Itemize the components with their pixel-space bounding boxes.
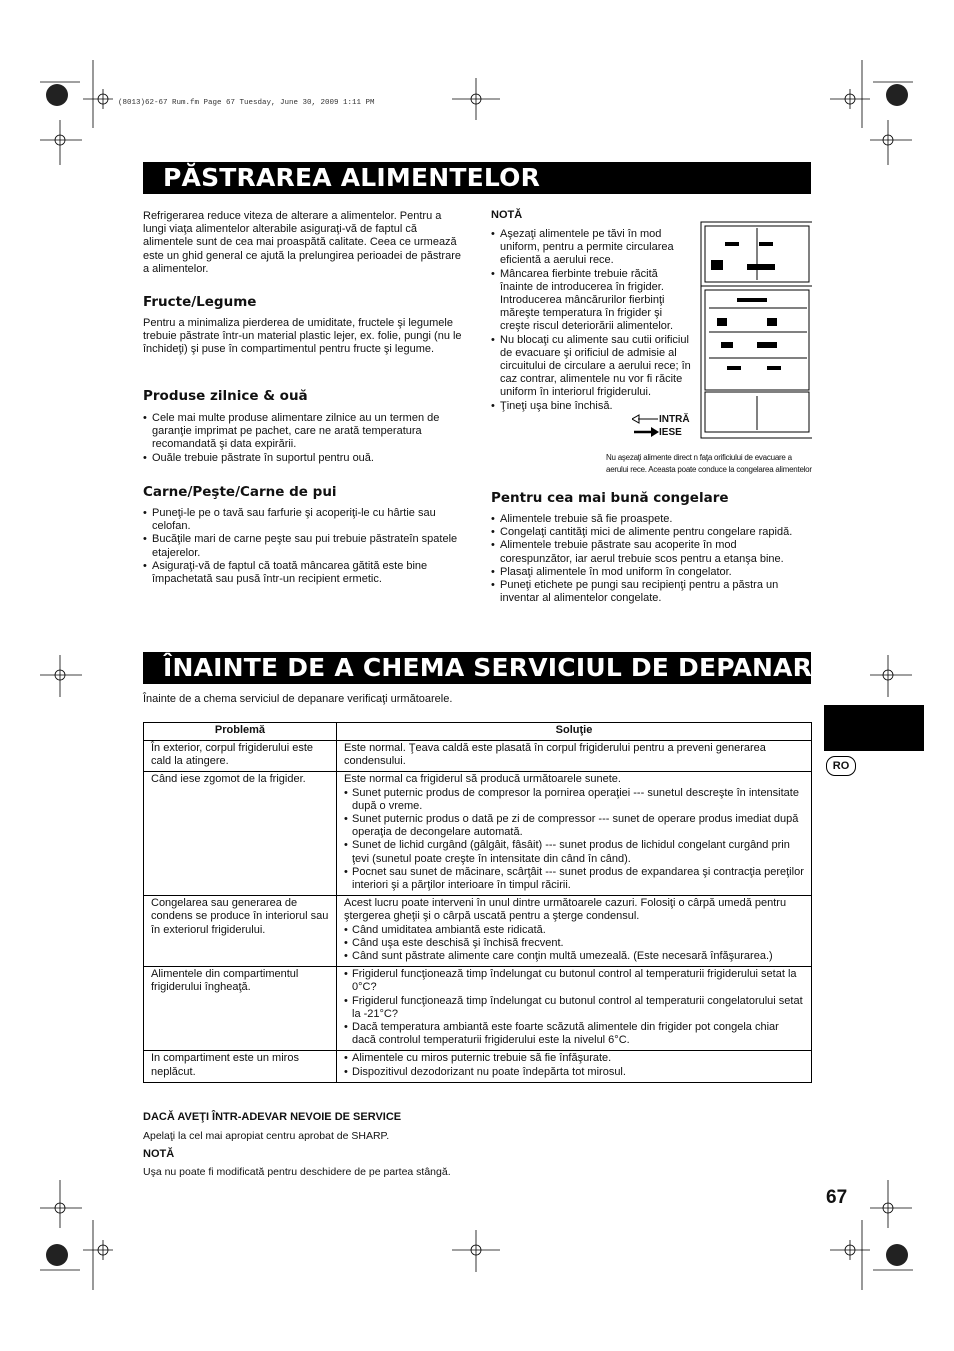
list-item: • Ţineţi uşa bine închisă. (491, 400, 691, 413)
page-number: 67 (826, 1187, 848, 1208)
legend-in: INTRĂ (659, 414, 690, 425)
service-heading: DACĂ AVEŢI ÎNTR-ADEVAR NEVOIE DE SERVICE (143, 1111, 402, 1123)
list-item: • Când sunt păstrate alimente care conţin multă umezeală. (Este necesară înfăşurarea.) (344, 950, 804, 963)
service-note-text: Uşa nu poate fi modificată pentru deschidere de pe partea stângă. (143, 1166, 451, 1178)
file-header: (8013)62-67 Rum.fm Page 67 Tuesday, June 30, 2009 1:11 PM (118, 99, 375, 107)
solution-list (344, 787, 804, 893)
legend-out: IESE (659, 427, 682, 438)
section-title-storage: PĂSTRAREA ALIMENTELOR (143, 162, 811, 194)
solution-cell (337, 772, 812, 896)
column-header: Problemă (144, 723, 337, 741)
solution-cell (337, 967, 812, 1051)
list-item: • Sunet de lichid curgând (gâlgâit, fâsâit) --- sunet produs de lichidul congelant curgând prin ţevi (sunetul poate creşte în intensitate din când în când). (344, 839, 804, 865)
list-item: • Nu blocaţi cu alimente sau cutii orificiul de evacuare şi orificiul de admisie al circuitului de circulare a aerului rece; în caz contrar, alimentele nu vor fi răcite uniform în interiorul frigiderului. (491, 334, 691, 400)
freeze-heading: Pentru cea mai bună congelare (491, 490, 729, 506)
list-item: • Pocnet sau sunet de măcinare, scârţâit --- sunet produs de expandarea şi contracţia pereţilor interiori şi a părţilor interioare în timpul răcirii. (344, 866, 804, 892)
list-item: • Puneţi-le pe o tavă sau farfurie şi acoperiţi-le cu hârtie sau celofan. (143, 507, 463, 533)
list-item: • Alimentele trebuie păstrate sau acoperite în mod corespunzător, iar aerul trebuie scos pentru a etanşa bine. (491, 539, 811, 565)
list-item: • Puneţi etichete pe pungi sau recipienţi pentru a păstra un inventar al alimentelor congelate. (491, 579, 811, 605)
list-item: • Aşezaţi alimentele pe tăvi în mod uniform, pentru a permite circularea eficientă a aerului rece. (491, 228, 691, 268)
note-list (491, 228, 691, 413)
list-item: • Când uşa este deschisă şi închisă frecvent. (344, 937, 804, 950)
list-item: • Bucăţile mari de carne peşte sau pui trebuie păstrateîn spatele etajerelor. (143, 533, 463, 559)
column-header: Soluţie (337, 723, 812, 741)
note-label: NOTĂ (491, 209, 523, 221)
dairy-list (143, 412, 463, 465)
list-item: • Congelaţi cantităţi mici de alimente pentru congelare rapidă. (491, 526, 811, 539)
fridge-airflow-diagram (697, 220, 812, 442)
diagram-caption-line2: aerului rece. Aceasta poate conduce la congelarea alimentelor (606, 465, 812, 474)
service-text: Apelaţi la cel mai apropiat centru aprobat de SHARP. (143, 1130, 390, 1142)
solution-intro: Este normal ca frigiderul să producă următoarele sunete. (344, 773, 621, 786)
language-badge: RO (826, 756, 856, 776)
language-tab (824, 705, 924, 751)
list-item: • Dispozitivul dezodorizant nu poate îndepărta tot mirosul. (344, 1066, 804, 1079)
solution-intro: Acest lucru poate interveni în unul dintre următoarele cazuri. Folosiţi o cârpă umedă pentru ştergerea gheţii şi o cârpă uscată pentru a şterge condensul. (344, 897, 787, 923)
list-item: • Frigiderul funcţionează timp îndelungat cu butonul control al temperaturii frigiderului setat la 0°C? (344, 968, 804, 994)
service-intro: Înainte de a chema serviciul de depanare verificaţi următoarele. (143, 693, 453, 705)
list-item: • Asiguraţi-vă de faptul că toată mâncarea gătită este bine împachetată sau pusă într-un recipient ermetic. (143, 560, 463, 586)
table-row (144, 772, 812, 896)
solution-list (344, 924, 804, 964)
solution-intro: Este normal. Ţeava caldă este plasată în corpul frigiderului pentru a preveni generarea condensului. (344, 742, 766, 768)
problem-cell: Când iese zgomot de la frigider. (144, 772, 337, 896)
fruits-heading: Fructe/Legume (143, 294, 257, 310)
meat-list (143, 507, 463, 586)
list-item: • Dacă temperatura ambiantă este foarte scăzută alimentele din frigider pot congela chiar dacă controlul temperaturii frigiderului este la nivelul 6°C. (344, 1021, 804, 1047)
list-item: • Alimentele cu miros puternic trebuie să fie înfăşurate. (344, 1052, 804, 1065)
dairy-heading: Produse zilnice & ouă (143, 388, 308, 404)
solution-cell (337, 1051, 812, 1082)
solution-list (344, 1052, 804, 1078)
fruits-text: Pentru a minimaliza pierderea de umiditate, fructele şi legumele trebuie păstrate într-un material plastic lejer, ex. folie, pungi (nu le închideţi) şi puse în compartimentul pentru fructe şi legume. (143, 317, 462, 356)
table-header-row (144, 723, 812, 741)
list-item: • Ouăle trebuie păstrate în suportul pentru ouă. (143, 452, 463, 465)
list-item: • Când umiditatea ambiantă este ridicată. (344, 924, 804, 937)
section-title-service: ÎNAINTE DE A CHEMA SERVICIUL DE DEPANARE (143, 652, 811, 684)
troubleshooting-table (143, 722, 812, 1083)
solution-cell (337, 741, 812, 772)
table-row (144, 896, 812, 967)
problem-cell: Alimentele din compartimentul frigiderului îngheaţă. (144, 967, 337, 1051)
list-item: • Cele mai multe produse alimentare zilnice au un termen de garanţie imprimat pe pachet, care ne arată temperatura recomandată şi data expirării. (143, 412, 463, 452)
meat-heading: Carne/Peşte/Carne de pui (143, 484, 337, 500)
problem-cell: În exterior, corpul frigiderului este cald la atingere. (144, 741, 337, 772)
problem-cell: Congelarea sau generarea de condens se produce în interiorul sau în exteriorul frigiderului. (144, 896, 337, 967)
list-item: • Frigiderul funcţionează timp îndelungat cu butonul control al temperaturii congelatorului setat la -21°C? (344, 995, 804, 1021)
solution-cell (337, 896, 812, 967)
arrow-icon (632, 414, 660, 438)
list-item: • Plasaţi alimentele în mod uniform în congelator. (491, 566, 811, 579)
list-item: • Alimentele trebuie să fie proaspete. (491, 513, 811, 526)
solution-list (344, 968, 804, 1047)
table-row (144, 1051, 812, 1082)
service-note-label: NOTĂ (143, 1148, 175, 1160)
diagram-caption-line1: Nu aşezaţi alimente direct n faţa orificiului de evacuare a (606, 453, 792, 462)
freeze-list (491, 513, 811, 605)
list-item: • Mâncarea fierbinte trebuie răcită înainte de introducerea în frigider. Introducerea mâncărurilor fierbinţi măreşte temperatura în frigider şi creşte riscul deteriorării alimentelor. (491, 268, 691, 334)
table-row (144, 741, 812, 772)
list-item: • Sunet puternic produs o dată pe zi de compressor --- sunet de operare produs imediat după operaţia de decongelare automată. (344, 813, 804, 839)
problem-cell: In compartiment este un miros neplăcut. (144, 1051, 337, 1082)
storage-intro: Refrigerarea reduce viteza de alterare a alimentelor. Pentru a lungi viaţa alimentelor alterabile asiguraţi-vă de faptul că alimentele sunt de cea mai proaspătă calitate. Ceea ce urmează este un ghid general ce ajută la prelungirea perioadei de păstrare a alimentelor. (143, 210, 461, 275)
table-row (144, 967, 812, 1051)
list-item: • Sunet puternic produs de compresor la pornirea operaţiei --- sunetul descreşte în intensitate după o vreme. (344, 787, 804, 813)
